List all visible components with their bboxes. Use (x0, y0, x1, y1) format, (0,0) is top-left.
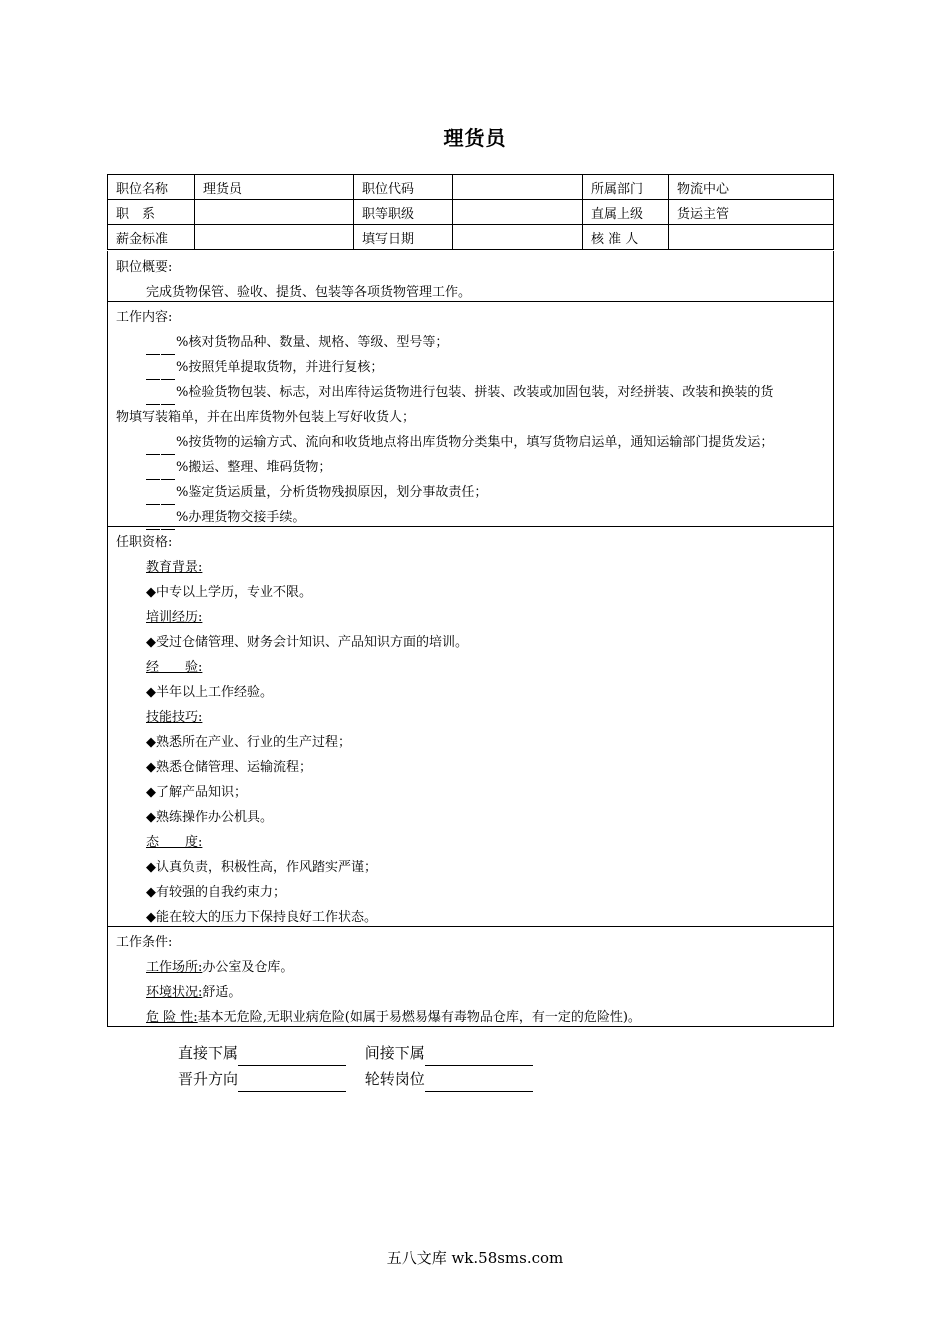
table-cell: 职位代码 (354, 175, 453, 200)
qual-label-attitude: 态 度: (146, 835, 203, 850)
table-cell (195, 225, 354, 250)
list-item: ◆受过仓储管理、财务会计知识、产品知识方面的培训。 (146, 635, 468, 650)
list-item (116, 430, 825, 455)
list-item (116, 455, 825, 480)
table-cell (453, 200, 583, 225)
table-cell: 物流中心 (669, 175, 834, 200)
qual-label-experience: 经 验: (146, 660, 203, 675)
work-content-section (107, 301, 834, 527)
rotation-blank (425, 1073, 533, 1092)
list-item (116, 355, 825, 380)
conditions-section (107, 926, 834, 1027)
qual-label-education: 教育背景: (146, 560, 203, 575)
table-cell (195, 200, 354, 225)
work-item-text: %按照凭单提取货物，并进行复核； (176, 360, 384, 375)
promotion-label: 晋升方向 (178, 1070, 239, 1088)
table-row (108, 200, 834, 225)
list-item: ◆熟悉仓储管理、运输流程； (146, 760, 312, 775)
promotion-blank (238, 1073, 346, 1092)
list-item: ◆了解产品知识； (146, 785, 247, 800)
table-row (108, 175, 834, 200)
work-item-text: %按货物的运输方式、流向和收货地点将出库货物分类集中，填写货物启运单，通知运输部门提货发运； (176, 435, 774, 450)
work-content-heading: 工作内容: (116, 310, 173, 325)
conditions-heading: 工作条件: (116, 935, 173, 950)
list-item (116, 380, 825, 405)
list-item (116, 980, 825, 1005)
overview-text: 完成货物保管、验收、提货、包装等各项货物管理工作。 (146, 285, 472, 300)
footer-fields (178, 1040, 547, 1092)
work-item-text: %鉴定货运质量，分析货物残损原因，划分事故责任； (176, 485, 488, 500)
info-table (107, 174, 834, 250)
work-item-continuation: 物填写装箱单，并在出库货物外包装上写好收货人； (116, 410, 416, 425)
table-cell: 薪金标准 (108, 225, 195, 250)
condition-label: 环境状况: (146, 985, 203, 1000)
list-item: ◆熟悉所在产业、行业的生产过程； (146, 735, 351, 750)
table-cell: 核 准 人 (583, 225, 669, 250)
list-item (116, 1005, 825, 1030)
indirect-sub-label: 间接下属 (364, 1044, 425, 1062)
list-item: ◆认真负责，积极性高，作风踏实严谨； (146, 860, 377, 875)
direct-sub-blank (238, 1047, 346, 1066)
condition-label: 工作场所: (146, 960, 203, 975)
list-item: ◆中专以上学历，专业不限。 (146, 585, 312, 600)
indirect-sub-blank (425, 1047, 533, 1066)
qual-label-skills: 技能技巧: (146, 710, 203, 725)
overview-heading: 职位概要: (116, 260, 173, 275)
qual-label-training: 培训经历: (146, 610, 203, 625)
page-title: 理货员 (443, 126, 507, 150)
direct-sub-label: 直接下属 (178, 1044, 239, 1062)
footer-row (178, 1040, 547, 1066)
table-cell (453, 175, 583, 200)
table-row (108, 225, 834, 250)
footer-row (178, 1066, 547, 1092)
table-cell (453, 225, 583, 250)
table-cell: 职 系 (108, 200, 195, 225)
work-item-text: %核对货物品种、数量、规格、等级、型号等； (176, 335, 449, 350)
qualifications-heading: 任职资格: (116, 535, 173, 550)
list-item (116, 955, 825, 980)
list-item: ◆半年以上工作经验。 (146, 685, 273, 700)
condition-value: 办公室及仓库。 (202, 960, 294, 975)
condition-value: 基本无危险,无职业病危险(如属于易燃易爆有毒物品仓库，有一定的危险性)。 (197, 1010, 641, 1025)
table-cell (669, 225, 834, 250)
list-item: ◆熟练操作办公机具。 (146, 810, 273, 825)
condition-label: 危 险 性: (146, 1010, 198, 1025)
table-cell: 职等职级 (354, 200, 453, 225)
list-item (116, 480, 825, 505)
table-cell: 填写日期 (354, 225, 453, 250)
work-item-text: %检验货物包装、标志，对出库待运货物进行包装、拼装、改装或加固包装，对经拼装、改装和换装的货 (176, 385, 774, 400)
watermark: 五八文库 wk.58sms.com (386, 1249, 564, 1267)
list-item: ◆能在较大的压力下保持良好工作状态。 (146, 910, 377, 925)
work-item-text: %搬运、整理、堆码货物； (176, 460, 332, 475)
table-cell: 所属部门 (583, 175, 669, 200)
qualifications-section (107, 526, 834, 927)
work-item-text: %办理货物交接手续。 (176, 510, 306, 525)
rotation-label: 轮转岗位 (364, 1070, 425, 1088)
table-cell: 货运主管 (669, 200, 834, 225)
table-cell: 职位名称 (108, 175, 195, 200)
list-item: ◆有较强的自我约束力； (146, 885, 286, 900)
table-cell: 理货员 (195, 175, 354, 200)
list-item (116, 330, 825, 355)
table-cell: 直属上级 (583, 200, 669, 225)
condition-value: 舒适。 (202, 985, 242, 1000)
overview-section (107, 251, 834, 302)
